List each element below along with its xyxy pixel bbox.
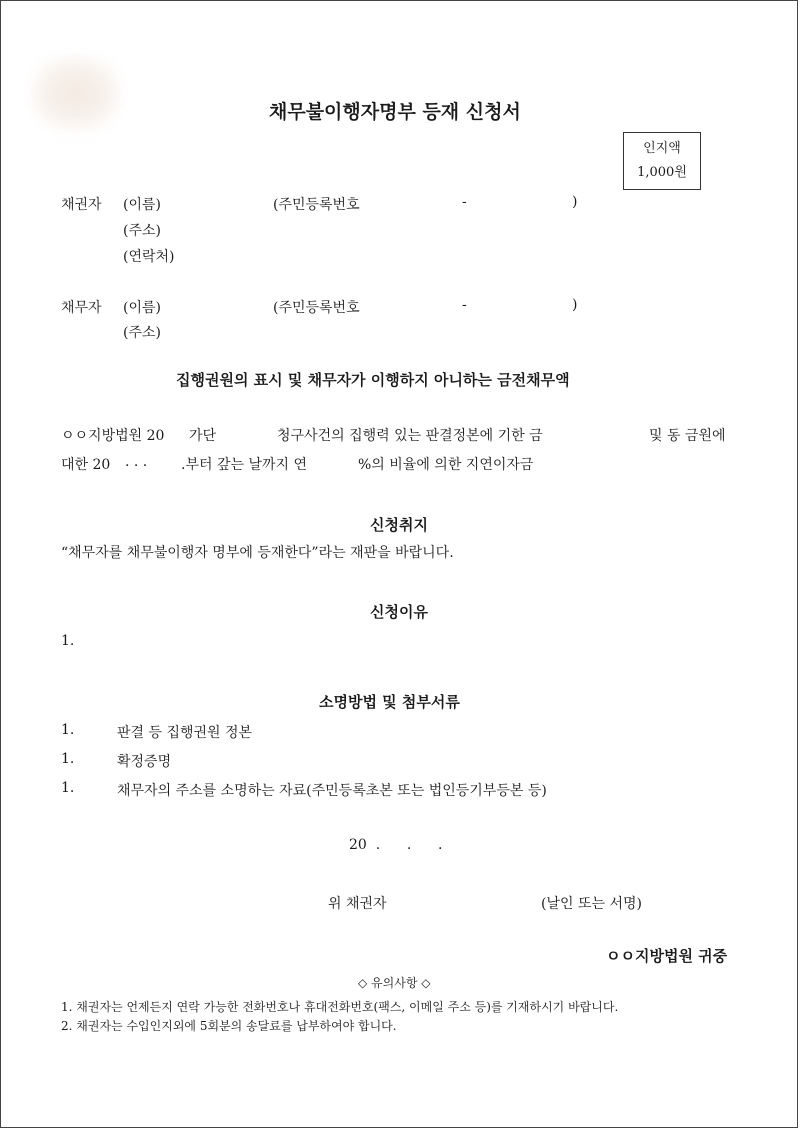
signature-seal-note: (날인 또는 서명): [541, 896, 642, 912]
notes-item: 1. 채권자는 언제든지 연락 가능한 전화번호나 휴대전화번호(팩스, 이메일 주소 등)를 기재하시기 바랍니다.: [61, 1000, 619, 1014]
debtor-rrn-dash: -: [462, 297, 467, 313]
creditor-label: 채권자: [61, 197, 102, 213]
enforcement-until-text: .부터 갚는 날까지 연: [181, 457, 307, 473]
debtor-name-label: (이름): [123, 300, 161, 316]
notes-item: 2. 채권자는 수입인지외에 5회분의 송달료를 납부하여야 합니다.: [61, 1019, 397, 1033]
debtor-rrn-close: ): [572, 297, 578, 313]
evidence-item-number: 1.: [61, 751, 75, 767]
enforcement-heading: 집행권원의 표시 및 채무자가 이행하지 아니하는 금전채무액: [176, 371, 570, 389]
evidence-item-number: 1.: [61, 780, 75, 796]
court-recipient: ㅇㅇ지방법원 귀중: [606, 947, 728, 965]
reason-item-number: 1.: [61, 633, 75, 649]
enforcement-judgment-text: 청구사건의 집행력 있는 판결정본에 기한 금: [277, 428, 543, 444]
date-line: 20 . . .: [349, 837, 443, 853]
notes-heading: ◇ 유의사항 ◇: [358, 976, 431, 990]
evidence-item-number: 1.: [61, 722, 75, 738]
evidence-item-text: 판결 등 집행권원 정본: [117, 725, 253, 741]
creditor-address-label: (주소): [123, 223, 161, 239]
creditor-rrn-dash: -: [462, 194, 467, 210]
enforcement-amount-suffix: 및 동 금원에: [649, 428, 726, 444]
stamp-fee-amount: 1,000원: [637, 165, 687, 180]
signature-label: 위 채권자: [328, 896, 387, 912]
blurred-mark: [31, 56, 121, 131]
stamp-fee-box: [623, 132, 701, 190]
debtor-label: 채무자: [61, 300, 102, 316]
enforcement-court-year: ㅇㅇ지방법원 20: [61, 428, 165, 444]
creditor-rrn-close: ): [572, 194, 578, 210]
evidence-heading: 소명방법 및 첨부서류: [319, 693, 460, 711]
purpose-heading: 신청취지: [370, 516, 428, 534]
reason-heading: 신청이유: [370, 603, 428, 621]
evidence-item-text: 확정증명: [117, 754, 172, 770]
enforcement-rate-text: %의 비율에 의한 지연이자금: [358, 457, 534, 473]
debtor-rrn-label: (주민등록번호: [273, 300, 360, 316]
evidence-item-text: 채무자의 주소를 소명하는 자료(주민등록초본 또는 법인등기부등본 등): [117, 783, 547, 799]
creditor-rrn-label: (주민등록번호: [273, 197, 360, 213]
document-title: 채무불이행자명부 등재 신청서: [269, 101, 521, 123]
creditor-name-label: (이름): [123, 197, 161, 213]
stamp-fee-label: 인지액: [643, 141, 681, 156]
creditor-contact-label: (연락처): [123, 249, 175, 265]
enforcement-case-type: 가단: [189, 428, 217, 444]
debtor-address-label: (주소): [123, 325, 161, 341]
enforcement-interest-from: 대한 20: [61, 457, 111, 473]
purpose-text: “채무자를 채무불이행자 명부에 등재한다”라는 재판을 바랍니다.: [61, 545, 454, 561]
enforcement-date-dots: . . .: [125, 454, 148, 470]
